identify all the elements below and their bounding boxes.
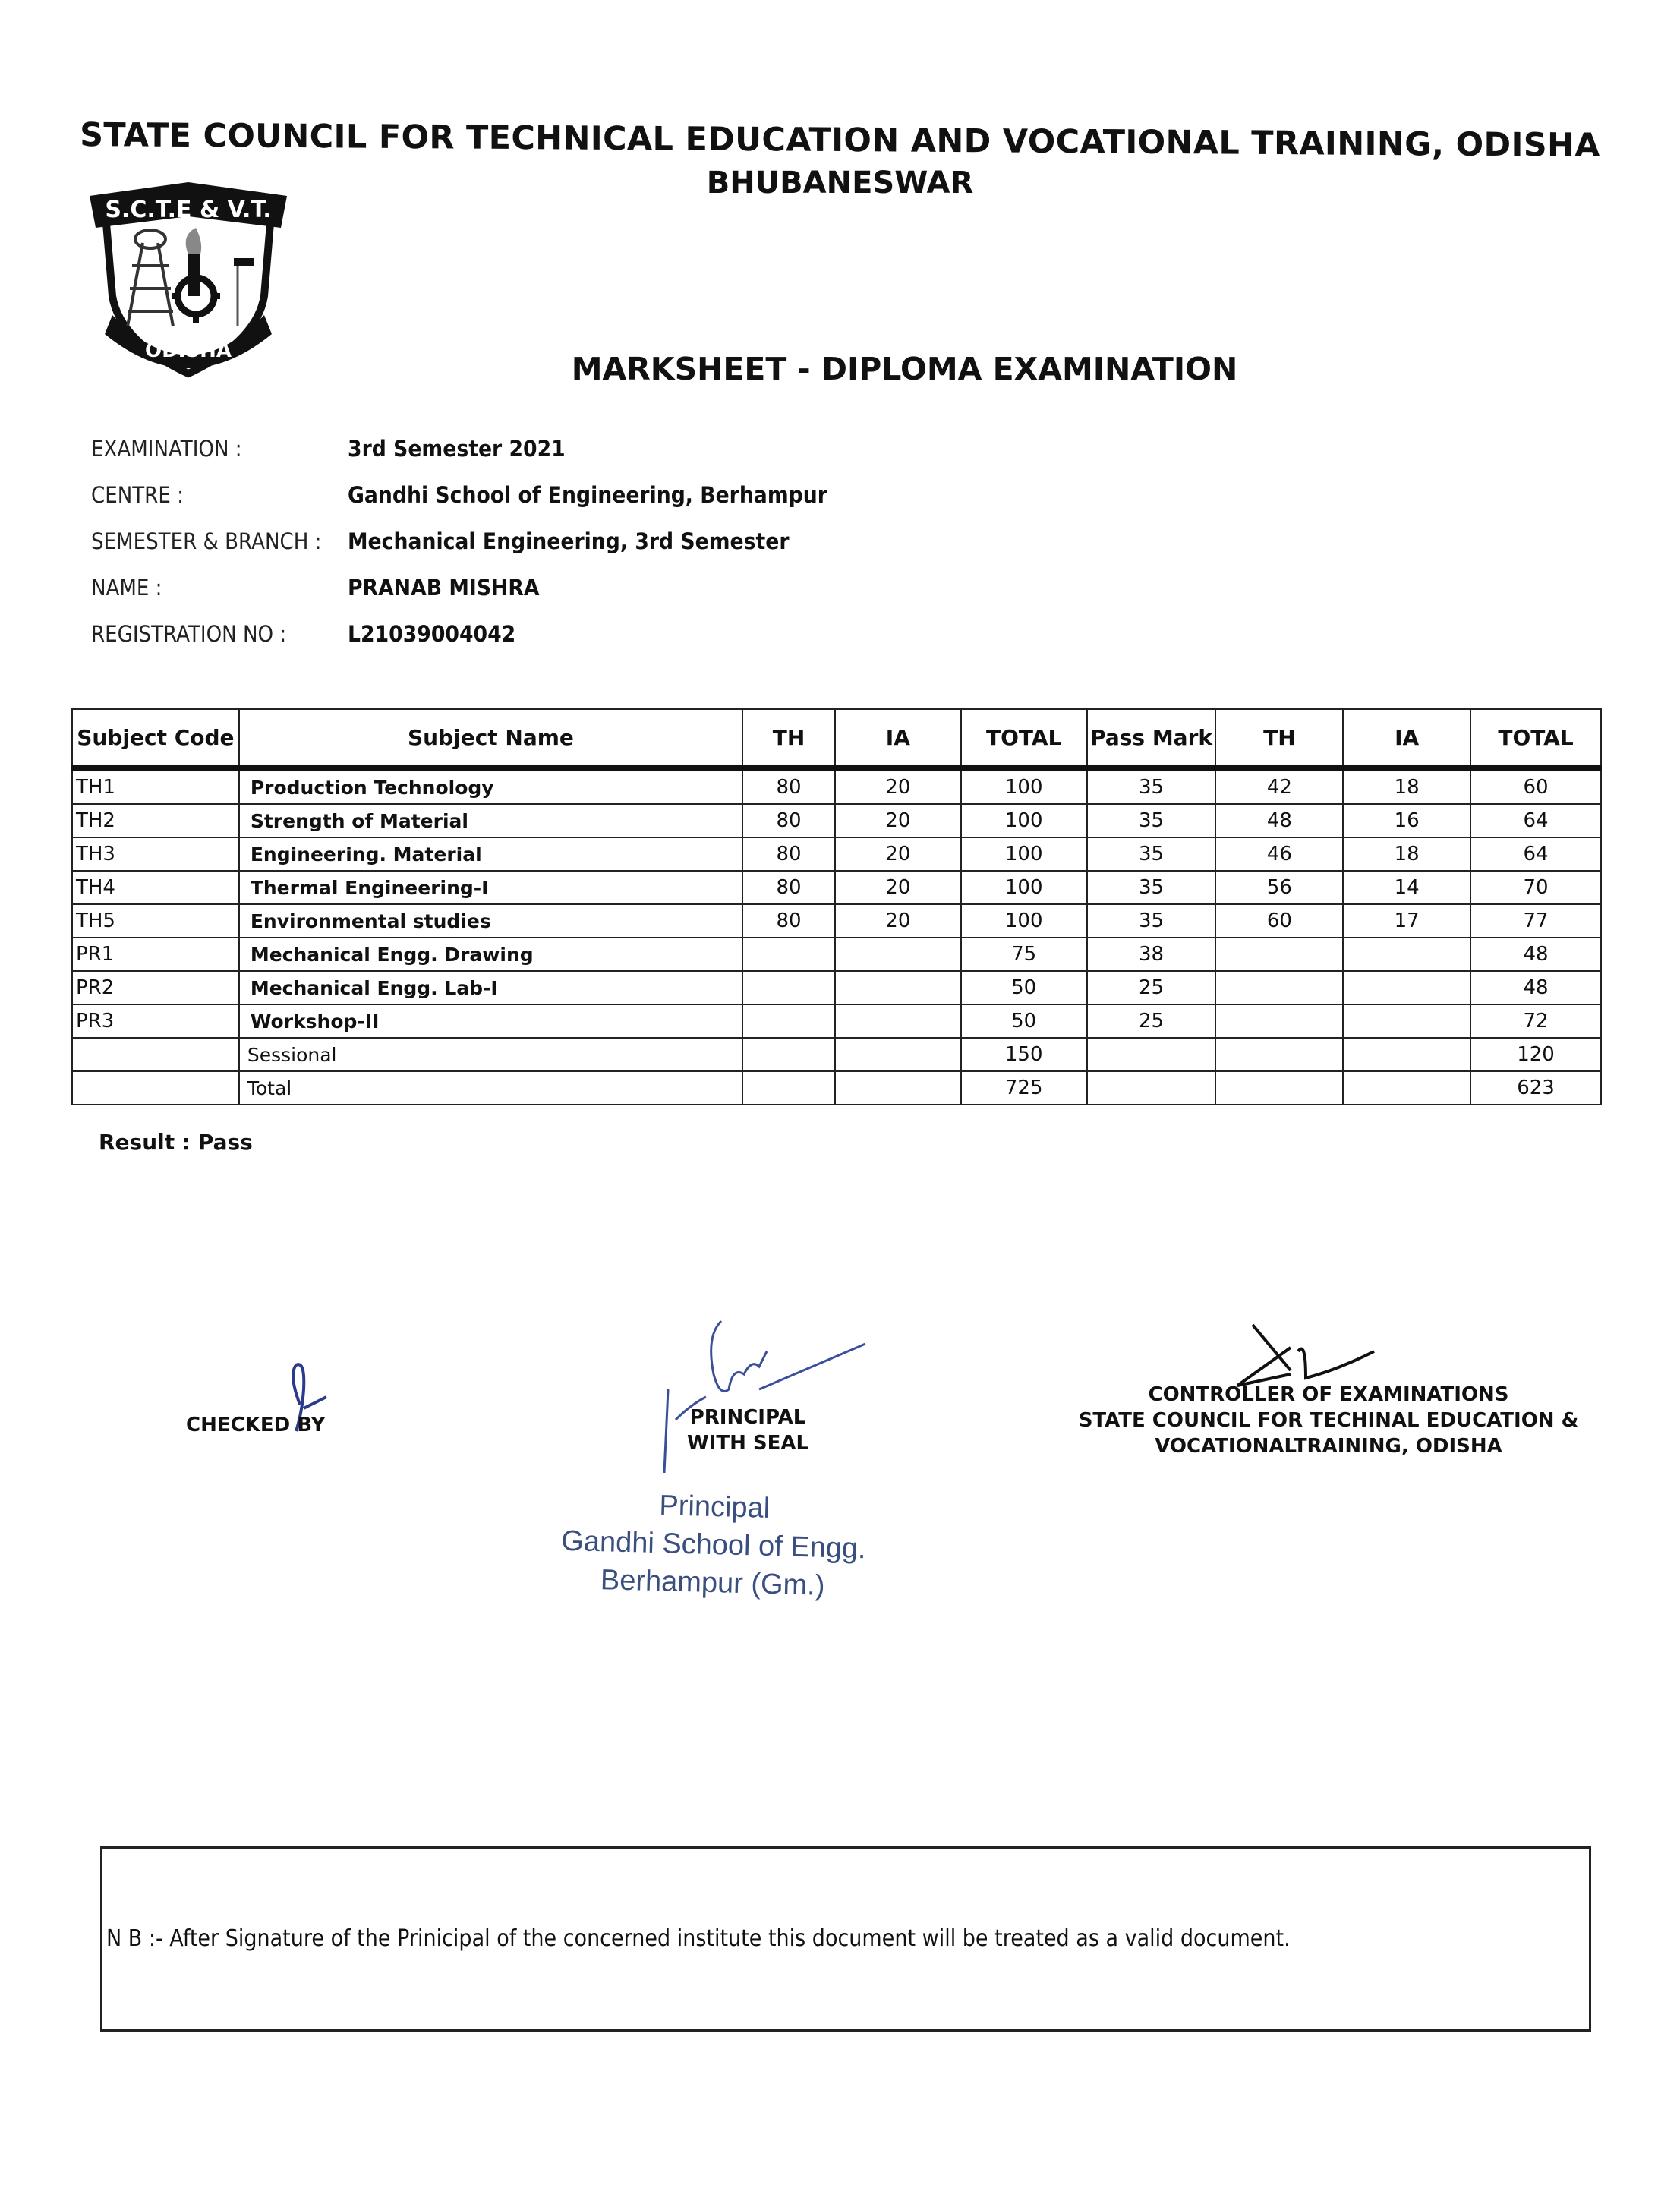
cell-subject-code: PR2 — [72, 971, 239, 1004]
cell-obtained-ia: 16 — [1343, 804, 1470, 837]
controller-label — [1078, 1382, 1579, 1459]
cell-obtained-ia — [1343, 1038, 1470, 1071]
crest-logo-icon — [82, 175, 295, 380]
centre-value: Gandhi School of Engineering, Berhampur — [348, 481, 827, 508]
table-row — [72, 768, 1601, 805]
cell-subject-name: Strength of Material — [239, 804, 742, 837]
cell-obtained-th: 48 — [1215, 804, 1343, 837]
cell-max-ia: 20 — [835, 837, 961, 871]
info-row-registration — [91, 610, 869, 657]
result-status: Result : Pass — [99, 1130, 253, 1155]
col-header-subject-name: Subject Name — [239, 709, 742, 768]
table-row — [72, 1071, 1601, 1105]
cell-max-th: 80 — [742, 768, 835, 805]
cell-pass-mark: 35 — [1087, 804, 1216, 837]
info-label: EXAMINATION : — [91, 435, 242, 462]
cell-max-ia: 20 — [835, 804, 961, 837]
cell-obtained-total: 623 — [1470, 1071, 1601, 1105]
student-info — [91, 425, 869, 657]
stamp-line: Principal — [658, 1490, 771, 1524]
cell-obtained-ia — [1343, 938, 1470, 971]
table-row — [72, 1038, 1601, 1071]
cell-obtained-ia: 14 — [1343, 871, 1470, 904]
cell-obtained-total: 64 — [1470, 804, 1601, 837]
cell-max-ia — [835, 1004, 961, 1038]
cell-pass-mark: 35 — [1087, 871, 1216, 904]
cell-obtained-total: 120 — [1470, 1038, 1601, 1071]
col-header-obtained-total: TOTAL — [1470, 709, 1601, 768]
cell-pass-mark: 38 — [1087, 938, 1216, 971]
cell-obtained-total: 70 — [1470, 871, 1601, 904]
cell-subject-code: PR1 — [72, 938, 239, 971]
cell-subject-name: Sessional — [239, 1038, 742, 1071]
cell-pass-mark: 25 — [1087, 1004, 1216, 1038]
cell-max-ia — [835, 1071, 961, 1105]
table-header-row — [72, 709, 1601, 768]
cell-max-ia: 20 — [835, 768, 961, 805]
student-name-value: PRANAB MISHRA — [348, 574, 540, 601]
info-row-name — [91, 564, 869, 610]
cell-obtained-th — [1215, 971, 1343, 1004]
cell-max-th — [742, 1004, 835, 1038]
principal-seal-stamp — [530, 1483, 897, 1607]
cell-subject-name: Environmental studies — [239, 904, 742, 938]
principal-label-line1: PRINCIPAL — [689, 1406, 806, 1429]
cell-obtained-ia: 17 — [1343, 904, 1470, 938]
cell-obtained-ia — [1343, 1004, 1470, 1038]
info-label: REGISTRATION NO : — [91, 620, 287, 647]
cell-max-th: 80 — [742, 837, 835, 871]
cell-pass-mark: 35 — [1087, 837, 1216, 871]
cell-max-total: 100 — [961, 804, 1087, 837]
controller-line: VOCATIONALTRAINING, ODISHA — [1155, 1435, 1502, 1458]
table-row — [72, 904, 1601, 938]
cell-max-total: 150 — [961, 1038, 1087, 1071]
cell-obtained-total: 64 — [1470, 837, 1601, 871]
cell-obtained-th: 56 — [1215, 871, 1343, 904]
cell-obtained-ia: 18 — [1343, 837, 1470, 871]
cell-obtained-th: 60 — [1215, 904, 1343, 938]
table-row — [72, 871, 1601, 904]
cell-max-ia — [835, 938, 961, 971]
col-header-pass-mark: Pass Mark — [1087, 709, 1216, 768]
cell-pass-mark: 35 — [1087, 904, 1216, 938]
cell-max-total: 75 — [961, 938, 1087, 971]
col-header-max-total: TOTAL — [961, 709, 1087, 768]
cell-obtained-ia: 18 — [1343, 768, 1470, 805]
table-row — [72, 971, 1601, 1004]
cell-max-ia — [835, 1038, 961, 1071]
controller-line: CONTROLLER OF EXAMINATIONS — [1148, 1383, 1509, 1406]
cell-obtained-th — [1215, 1071, 1343, 1105]
stamp-line: Gandhi School of Engg. — [560, 1524, 867, 1565]
cell-max-th: 80 — [742, 904, 835, 938]
cell-subject-code: TH1 — [72, 768, 239, 805]
info-label: SEMESTER & BRANCH : — [91, 528, 322, 554]
cell-max-th — [742, 971, 835, 1004]
cell-pass-mark: 25 — [1087, 971, 1216, 1004]
cell-obtained-total: 72 — [1470, 1004, 1601, 1038]
table-row — [72, 938, 1601, 971]
council-city: BHUBANESWAR — [706, 166, 974, 200]
cell-subject-code: PR3 — [72, 1004, 239, 1038]
cell-obtained-th: 42 — [1215, 768, 1343, 805]
stamp-line: Berhampur (Gm.) — [600, 1564, 826, 1602]
cell-max-ia — [835, 971, 961, 1004]
cell-max-th: 80 — [742, 804, 835, 837]
logo-bottom-text: ODISHA — [145, 339, 232, 362]
cell-obtained-th: 46 — [1215, 837, 1343, 871]
document-title: MARKSHEET - DIPLOMA EXAMINATION — [571, 351, 1238, 387]
cell-obtained-ia — [1343, 1071, 1470, 1105]
cell-subject-name: Total — [239, 1071, 742, 1105]
cell-pass-mark — [1087, 1038, 1216, 1071]
info-row-centre — [91, 471, 869, 518]
cell-obtained-th — [1215, 1038, 1343, 1071]
marks-table — [71, 708, 1602, 1105]
col-header-max-ia: IA — [835, 709, 961, 768]
cell-max-total: 100 — [961, 837, 1087, 871]
registration-value: L21039004042 — [348, 620, 516, 647]
cell-max-total: 50 — [961, 1004, 1087, 1038]
cell-pass-mark — [1087, 1071, 1216, 1105]
table-row — [72, 837, 1601, 871]
info-label: NAME : — [91, 574, 162, 601]
cell-subject-code — [72, 1038, 239, 1071]
cell-max-total: 100 — [961, 768, 1087, 805]
cell-obtained-total: 48 — [1470, 938, 1601, 971]
cell-max-total: 50 — [961, 971, 1087, 1004]
cell-max-th — [742, 1071, 835, 1105]
cell-max-ia: 20 — [835, 904, 961, 938]
cell-subject-name: Workshop-II — [239, 1004, 742, 1038]
cell-subject-code: TH2 — [72, 804, 239, 837]
cell-obtained-total: 77 — [1470, 904, 1601, 938]
principal-label-line2: WITH SEAL — [687, 1432, 809, 1455]
cell-max-ia: 20 — [835, 871, 961, 904]
checked-by-label: CHECKED BY — [186, 1414, 326, 1436]
cell-subject-name: Thermal Engineering-I — [239, 871, 742, 904]
validity-note: N B :- After Signature of the Prinicipal of the concerned institute this document will be treated as a valid document. — [106, 1925, 1291, 1952]
cell-pass-mark: 35 — [1087, 768, 1216, 805]
logo-top-text: S.C.T.E & V.T. — [105, 197, 272, 223]
info-label: CENTRE : — [91, 481, 184, 508]
info-row-semester-branch — [91, 518, 869, 564]
marks-table-body — [72, 768, 1601, 1105]
table-row — [72, 1004, 1601, 1038]
cell-subject-code: TH5 — [72, 904, 239, 938]
cell-subject-name: Mechanical Engg. Lab-I — [239, 971, 742, 1004]
col-header-obtained-th: TH — [1215, 709, 1343, 768]
cell-subject-code — [72, 1071, 239, 1105]
council-title: STATE COUNCIL FOR TECHNICAL EDUCATION AND VOCATIONAL TRAINING, ODISHA — [80, 116, 1600, 165]
controller-line: STATE COUNCIL FOR TECHINAL EDUCATION & — [1078, 1409, 1579, 1432]
cell-max-total: 725 — [961, 1071, 1087, 1105]
cell-obtained-th — [1215, 938, 1343, 971]
cell-max-total: 100 — [961, 871, 1087, 904]
cell-subject-name: Mechanical Engg. Drawing — [239, 938, 742, 971]
cell-max-th — [742, 1038, 835, 1071]
cell-obtained-total: 60 — [1470, 768, 1601, 805]
cell-subject-code: TH4 — [72, 871, 239, 904]
cell-subject-code: TH3 — [72, 837, 239, 871]
cell-obtained-total: 48 — [1470, 971, 1601, 1004]
principal-label — [687, 1405, 808, 1456]
examination-value: 3rd Semester 2021 — [348, 435, 566, 462]
col-header-subject-code: Subject Code — [72, 709, 239, 768]
cell-subject-name: Production Technology — [239, 768, 742, 805]
cell-obtained-ia — [1343, 971, 1470, 1004]
cell-max-th: 80 — [742, 871, 835, 904]
semester-branch-value: Mechanical Engineering, 3rd Semester — [348, 528, 790, 554]
cell-subject-name: Engineering. Material — [239, 837, 742, 871]
cell-max-total: 100 — [961, 904, 1087, 938]
table-row — [72, 804, 1601, 837]
info-row-examination — [91, 425, 869, 471]
col-header-max-th: TH — [742, 709, 835, 768]
cell-max-th — [742, 938, 835, 971]
cell-obtained-th — [1215, 1004, 1343, 1038]
col-header-obtained-ia: IA — [1343, 709, 1470, 768]
